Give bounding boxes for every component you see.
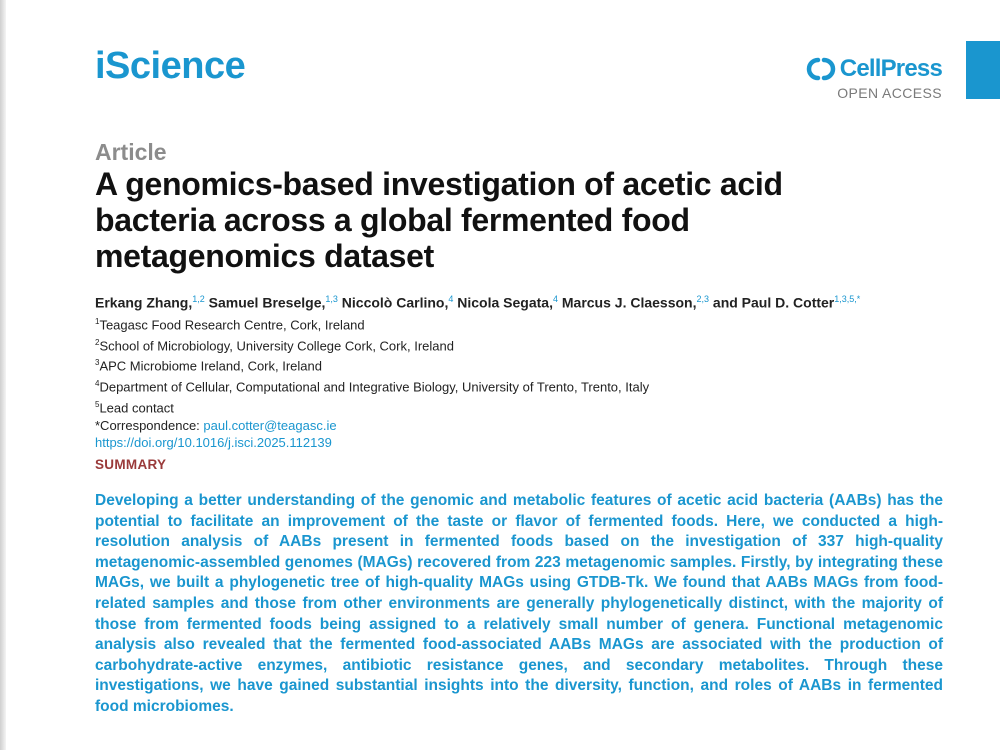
- article-type: Article: [95, 139, 167, 165]
- author-affil-sup: 2,3: [696, 294, 710, 304]
- doi-link[interactable]: https://doi.org/10.1016/j.isci.2025.112139: [95, 435, 332, 451]
- author-name: Niccolò Carlino,: [341, 294, 449, 311]
- journal-logo: iScience: [95, 45, 246, 87]
- affiliation-item: $^4$Department of Cellular, Computational and Integrative Biology, University of Trento, Trento, Italy: [95, 379, 650, 395]
- affiliation-item: $^1$Teagasc Food Research Centre, Cork, Ireland: [95, 317, 365, 333]
- author-name: Erkang Zhang,: [95, 294, 193, 311]
- author-list: [95, 294, 975, 311]
- correspondence: [95, 417, 975, 434]
- author-name: Marcus J. Claesson,: [561, 294, 697, 311]
- author-affil-sup: 4: [448, 294, 454, 304]
- page-tab-marker: [966, 41, 1000, 99]
- author-affil-sup: 1,2: [192, 294, 205, 304]
- summary-heading: SUMMARY: [95, 457, 167, 472]
- summary-text: Developing a better understanding of the genomic and metabolic features of acetic acid bacteria (AABs) has the potential to facilitate an improvement of the taste or flavor of fermented foods. Here, we conducted a high-resolution analysis of AABs present in fermented foods based on the investigation of 337 high-quality metagenomic-assembled genomes (MAGs) recovered from 223 metagenomic samples. Firstly, by integrating these MAGs, we built a phylogenetic tree of high-quality MAGs using GTDB-Tk. We found that AABs MAGs from food-related samples and those from other environments are generally phylogenetically distinct, with the majority of those from fermented foods being assigned to a relatively small number of genera. Functional metagenomic analysis also revealed that the fermented food-associated AABs MAGs are associated with the production of carbohydrate-active enzymes, antibiotic resistance genes, and secondary metabolites. Through these investigations, we have gained substantial insights into the diversity, function, and roles of AABs in fermented food microbiomes.: [95, 492, 943, 715]
- author-affil-sup: 1,3,5,*: [834, 294, 861, 304]
- publisher-name: CellPress: [839, 55, 942, 82]
- author-name: Samuel Breselge,: [208, 294, 326, 311]
- author-name: and Paul D. Cotter: [712, 294, 835, 311]
- affiliation-item: $^3$APC Microbiome Ireland, Cork, Ireland: [95, 358, 322, 374]
- author-name: Nicola Segata,: [457, 294, 553, 311]
- page-edge: [0, 0, 6, 750]
- affiliations: [95, 313, 975, 451]
- publisher-logo: [806, 55, 942, 101]
- affiliation-item: $^5$Lead contact: [95, 399, 174, 416]
- article-title: A genomics-based investigation of acetic acid bacteria across a global fermented food metagenomics dataset: [95, 166, 783, 274]
- correspondence-label: *Correspondence:: [95, 417, 204, 433]
- correspondence-email-link[interactable]: paul.cotter@teagasc.ie: [203, 417, 337, 433]
- author-affil-sup: 1,3: [325, 294, 338, 304]
- cellpress-icon: [806, 56, 836, 82]
- open-access-label: OPEN ACCESS: [837, 85, 942, 101]
- affiliation-item: $^2$School of Microbiology, University College Cork, Cork, Ireland: [95, 337, 454, 354]
- author-affil-sup: 4: [552, 294, 558, 304]
